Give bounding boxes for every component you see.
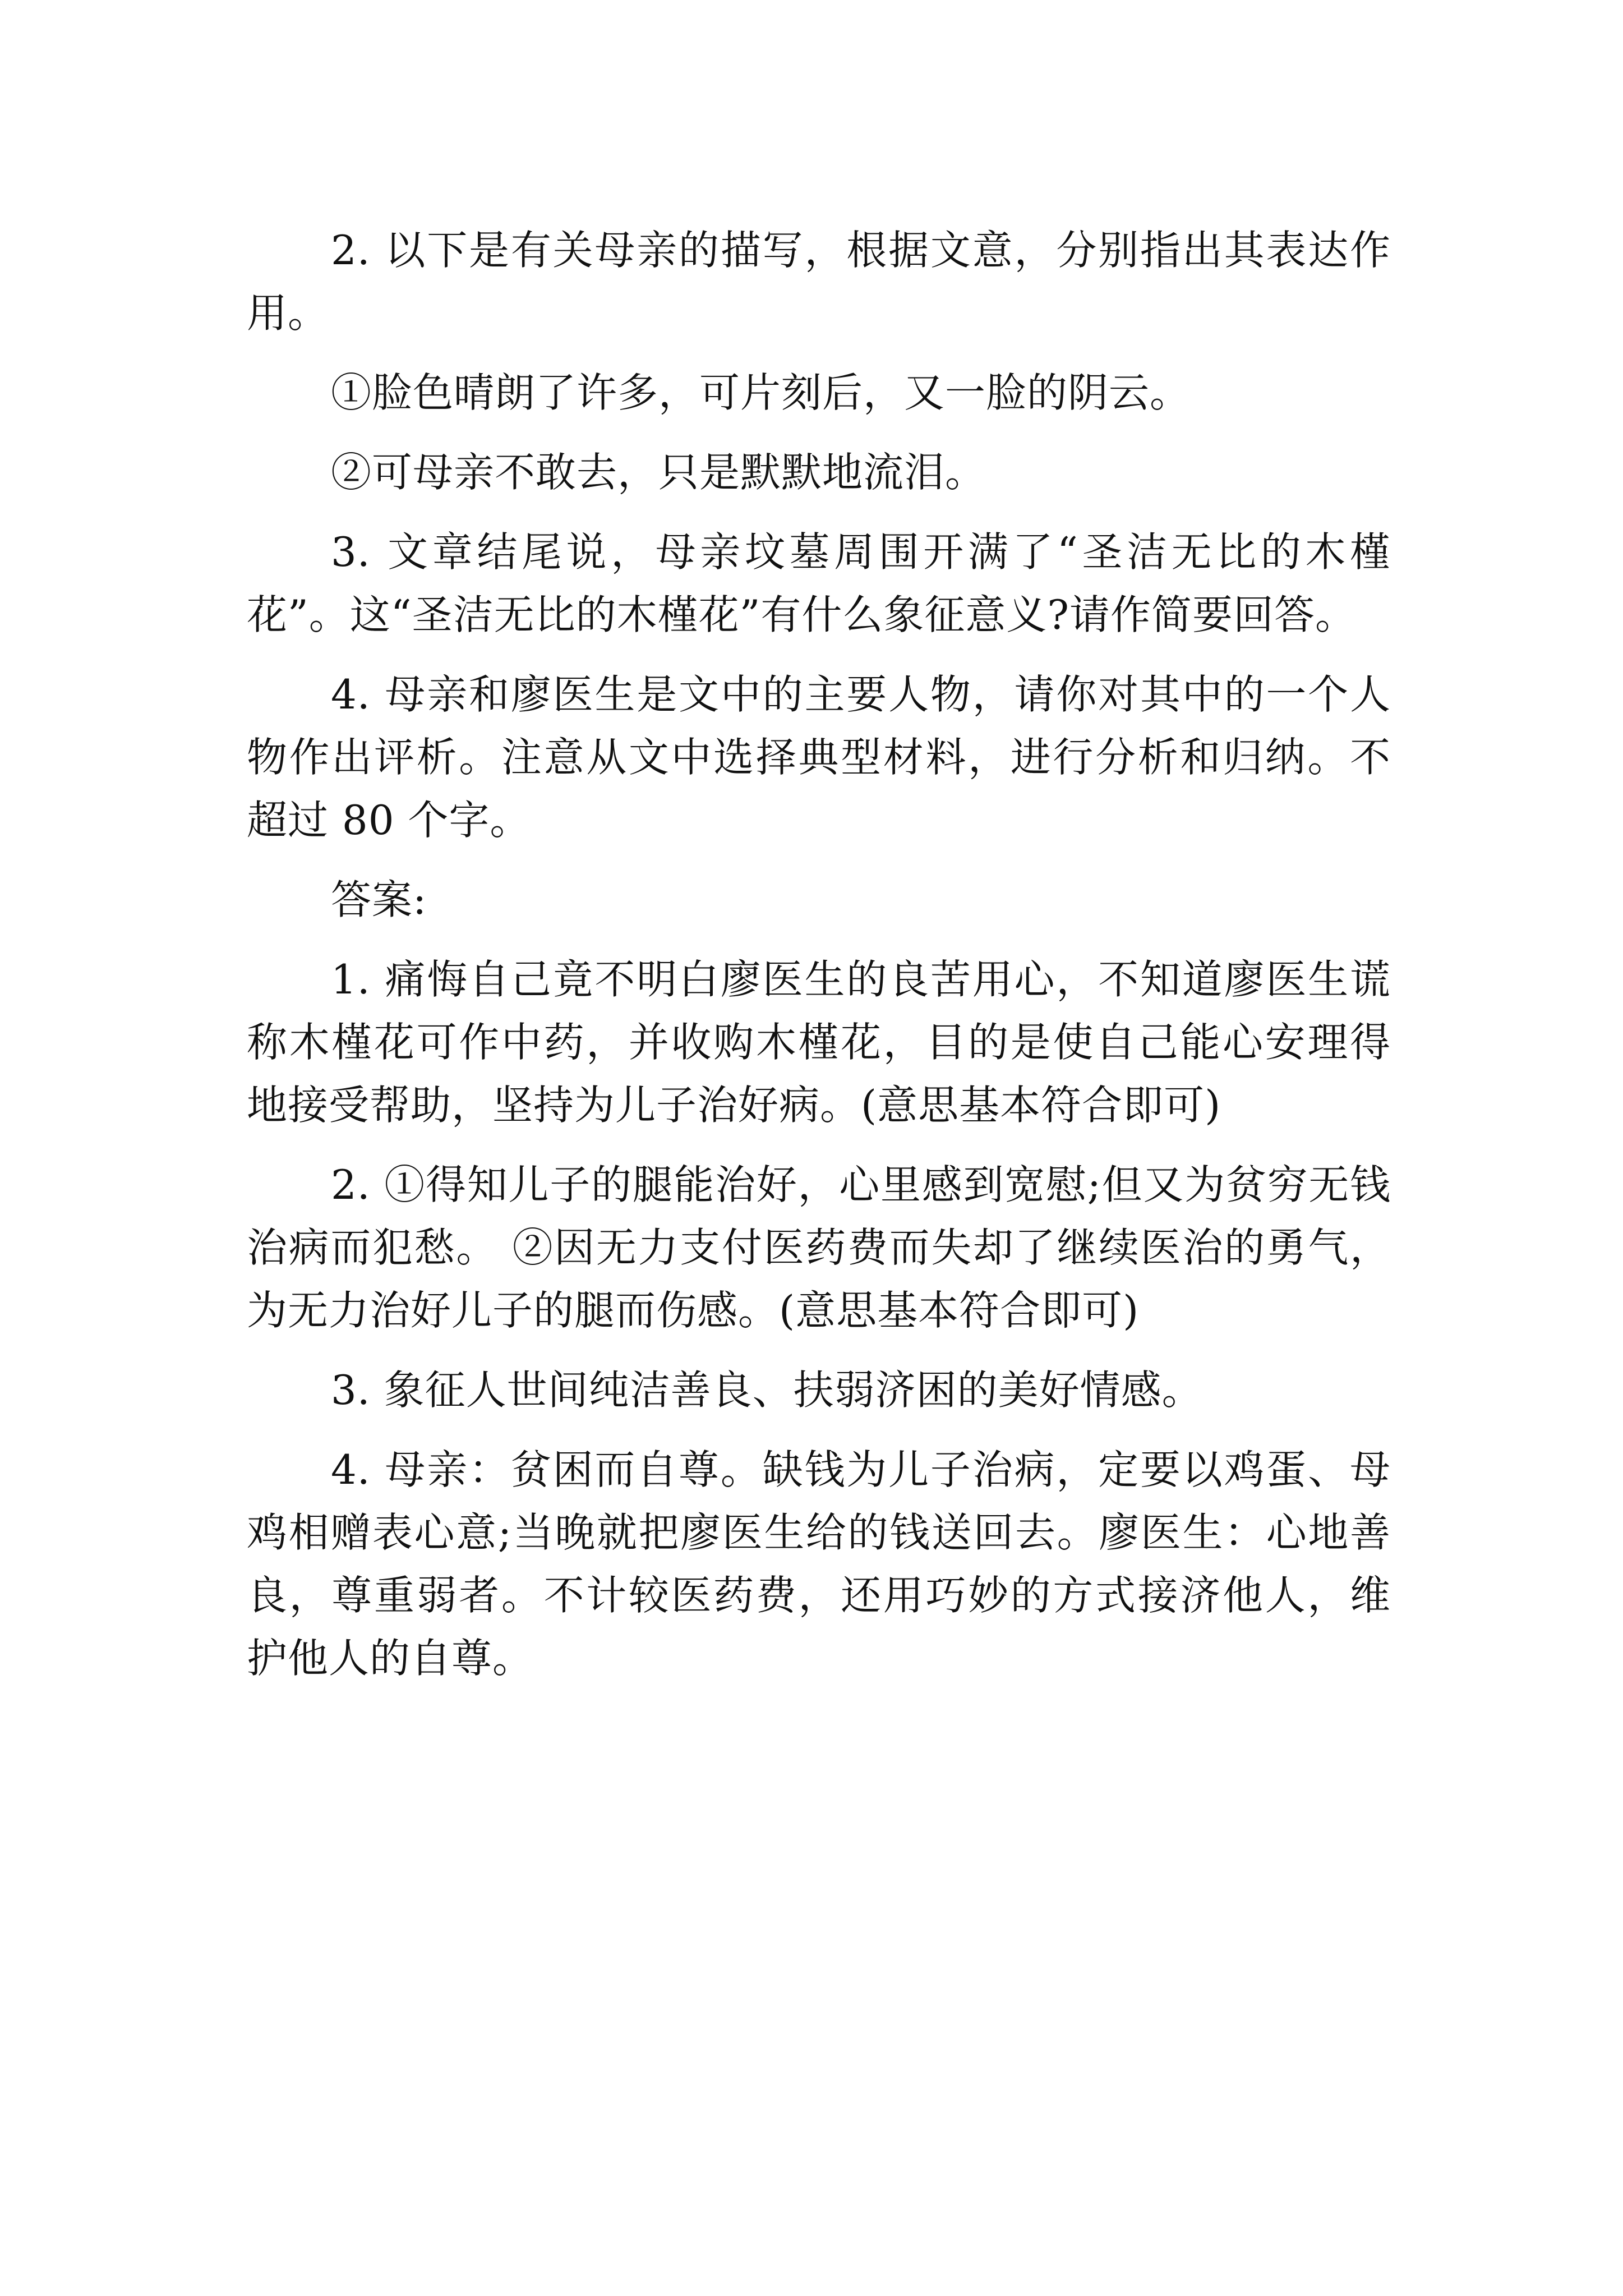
document-body [247, 219, 1391, 1706]
question-2-item-2: ②可母亲不敢去，只是默默地流泪。 [331, 449, 986, 496]
question-2: 2. 以下是有关母亲的描写，根据文意，分别指出其表达作用。 [247, 227, 1391, 337]
answer-heading: 答案: [331, 876, 427, 923]
question-4: 4. 母亲和廖医生是文中的主要人物，请你对其中的一个人物作出评析。注意从文中选择典型材料，进行分析和归纳。不超过 80 个字。 [247, 671, 1391, 844]
answer-2: 2. ①得知儿子的腿能治好，心里感到宽慰;但又为贫穷无钱治病而犯愁。 ②因无力支付医药费而失却了继续医治的勇气，为无力治好儿子的腿而伤感。(意思基本符合即可) [247, 1161, 1391, 1334]
answer-1: 1. 痛悔自己竟不明白廖医生的良苦用心，不知道廖医生谎称木槿花可作中药，并收购木槿花，目的是使自己能心安理得地接受帮助，坚持为儿子治好病。(意思基本符合即可) [247, 956, 1391, 1129]
answer-3: 3. 象征人世间纯洁善良、扶弱济困的美好情感。 [331, 1366, 1203, 1414]
answer-4: 4. 母亲：贫困而自尊。缺钱为儿子治病，定要以鸡蛋、母鸡相赠表心意;当晚就把廖医生给的钱送回去。廖医生：心地善良，尊重弱者。不计较医药费，还用巧妙的方式接济他人，维护他人的自尊。 [247, 1446, 1391, 1682]
question-3: 3. 文章结尾说，母亲坟墓周围开满了“圣洁无比的木槿花”。这“圣洁无比的木槿花”有什么象征意义?请作简要回答。 [247, 528, 1391, 638]
question-2-item-1: ①脸色晴朗了许多，可片刻后，又一脸的阴云。 [331, 369, 1191, 416]
